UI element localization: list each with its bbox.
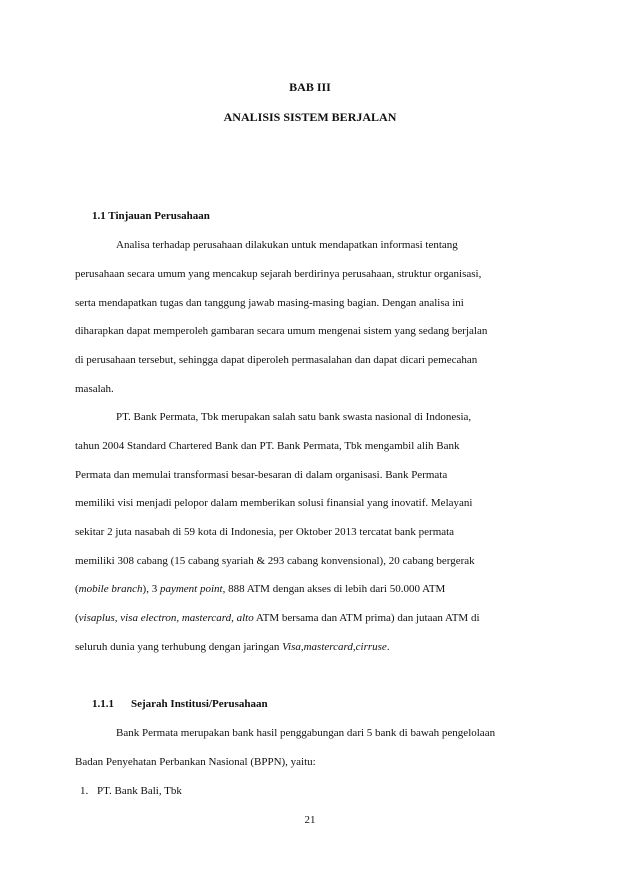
paragraph-line: masalah.: [75, 383, 114, 395]
paragraph-line: diharapkan dapat memperoleh gambaran secara umum mengenai sistem yang sedang berjalan: [75, 325, 488, 337]
paragraph-line: perusahaan secara umum yang mencakup sejarah berdirinya perusahaan, struktur organisasi,: [75, 268, 482, 280]
text-run: ATM bersama dan ATM prima) dan jutaan ATM di: [253, 612, 480, 624]
italic-term-mobile-branch: mobile branch: [78, 583, 143, 595]
italic-term-networks: Visa,mastercard,cirruse: [282, 641, 387, 653]
paragraph-line: Analisa terhadap perusahaan dilakukan untuk mendapatkan informasi tentang: [116, 239, 458, 251]
text-run: seluruh dunia yang terhubung dengan jaringan: [75, 641, 283, 653]
section-heading-tinjauan: 1.1 Tinjauan Perusahaan: [92, 210, 210, 222]
subsection-number: 1.1.1: [92, 698, 114, 710]
italic-term-card-networks: visaplus, visa electron, mastercard, alto: [78, 612, 254, 624]
paragraph-line: [75, 641, 390, 653]
chapter-title: ANALISIS SISTEM BERJALAN: [223, 110, 397, 124]
paragraph-line: tahun 2004 Standard Chartered Bank dan PT. Bank Permata, Tbk mengambil alih Bank: [75, 440, 460, 452]
page-number: 21: [304, 814, 316, 826]
text-run: (: [75, 612, 79, 624]
text-run: ), 3: [142, 583, 160, 595]
text-run: , 888 ATM dengan akses di lebih dari 50.000 ATM: [222, 583, 446, 595]
chapter-number: BAB III: [289, 80, 331, 94]
paragraph-line: [75, 612, 480, 624]
paragraph-line: memiliki visi menjadi pelopor dalam memberikan solusi finansial yang inovatif. Melayani: [75, 497, 473, 509]
subsection-heading-sejarah: Sejarah Institusi/Perusahaan: [131, 698, 268, 710]
paragraph-line: memiliki 308 cabang (15 cabang syariah & 293 cabang konvensional), 20 cabang bergerak: [75, 555, 475, 567]
paragraph-line: Permata dan memulai transformasi besar-besaran di dalam organisasi. Bank Permata: [75, 469, 448, 481]
paragraph-line: PT. Bank Permata, Tbk merupakan salah satu bank swasta nasional di Indonesia,: [116, 411, 472, 423]
italic-term-payment-point: payment point: [159, 583, 223, 595]
paragraph-line: serta mendapatkan tugas dan tanggung jawab masing-masing bagian. Dengan analisa ini: [75, 297, 464, 309]
paragraph-line: [75, 583, 445, 595]
list-item: PT. Bank Bali, Tbk: [97, 785, 182, 797]
paragraph-line: Bank Permata merupakan bank hasil penggabungan dari 5 bank di bawah pengelolaan: [116, 727, 496, 739]
paragraph-line: Badan Penyehatan Perbankan Nasional (BPPN), yaitu:: [75, 756, 316, 768]
text-run: (: [75, 583, 79, 595]
paragraph-line: di perusahaan tersebut, sehingga dapat diperoleh permasalahan dan dapat dicari pemecahan: [75, 354, 478, 366]
paragraph-line: sekitar 2 juta nasabah di 59 kota di Indonesia, per Oktober 2013 tercatat bank permata: [75, 526, 455, 538]
list-item-number: 1.: [80, 785, 89, 797]
text-run: .: [386, 641, 390, 653]
